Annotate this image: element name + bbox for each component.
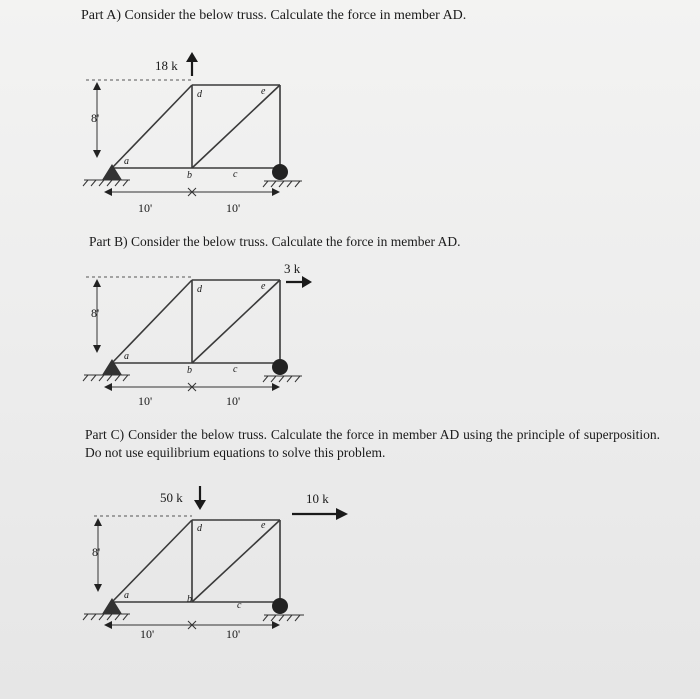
ground-hatch-right — [263, 376, 300, 382]
roller-support-icon — [272, 164, 288, 180]
load-arrowhead-right-10k — [336, 508, 348, 520]
roller-support-icon — [272, 598, 288, 614]
node-a-label: a — [124, 351, 129, 362]
node-a-label: a — [124, 156, 129, 167]
span-left-label: 10' — [140, 627, 155, 641]
node-e-label: e — [261, 86, 266, 97]
load-label-10k: 10 k — [306, 491, 329, 506]
truss-diagram-b — [80, 245, 340, 425]
height-label: 8' — [92, 545, 101, 559]
height-label: 8' — [91, 306, 100, 320]
span-right-label: 10' — [226, 201, 241, 215]
load-label-50k: 50 k — [160, 490, 183, 505]
member-be — [192, 520, 280, 602]
load-label-18k: 18 k — [155, 58, 178, 73]
span-right-label: 10' — [226, 394, 241, 408]
node-d-label: d — [197, 89, 202, 100]
load-arrowhead-down-50k — [194, 500, 206, 510]
load-arrowhead-right-3k — [302, 276, 312, 288]
node-d-label: d — [197, 284, 202, 295]
member-be — [192, 85, 280, 168]
node-c-label: c — [237, 600, 242, 611]
node-d-label: d — [197, 523, 202, 534]
part-c-question: Part C) Consider the below truss. Calculate the force in member AD using the principle of superposition. Do not use equilibrium equations to solve this problem. — [85, 427, 660, 460]
roller-support-icon — [272, 359, 288, 375]
node-b-label: b — [187, 365, 192, 376]
ground-hatch-right — [263, 181, 300, 187]
node-c-label: c — [233, 169, 238, 180]
span-left-label: 10' — [138, 201, 153, 215]
pin-support-icon — [102, 359, 122, 375]
node-c-label: c — [233, 364, 238, 375]
height-label: 8' — [91, 111, 100, 125]
part-a-question: Part A) Consider the below truss. Calculate the force in member AD. — [81, 8, 467, 23]
node-e-label: e — [261, 281, 266, 292]
ground-hatch-right — [263, 615, 300, 621]
pin-support-icon — [102, 598, 122, 614]
span-right-label: 10' — [226, 627, 241, 641]
ground-hatch-left — [83, 614, 128, 620]
node-e-label: e — [261, 520, 266, 531]
pin-support-icon — [102, 164, 122, 180]
member-be — [192, 280, 280, 363]
ground-hatch-left — [83, 375, 128, 381]
load-label-3k: 3 k — [284, 261, 301, 276]
truss-diagram-c — [80, 480, 360, 670]
node-b-label: b — [187, 170, 192, 181]
truss-diagram-a — [80, 50, 310, 230]
node-a-label: a — [124, 590, 129, 601]
ground-hatch-left — [83, 180, 128, 186]
span-left-label: 10' — [138, 394, 153, 408]
node-b-label: b — [187, 594, 192, 605]
part-b-question: Part B) Consider the below truss. Calculate the force in member AD. — [89, 234, 461, 249]
load-arrowhead-up-18k — [186, 52, 198, 62]
